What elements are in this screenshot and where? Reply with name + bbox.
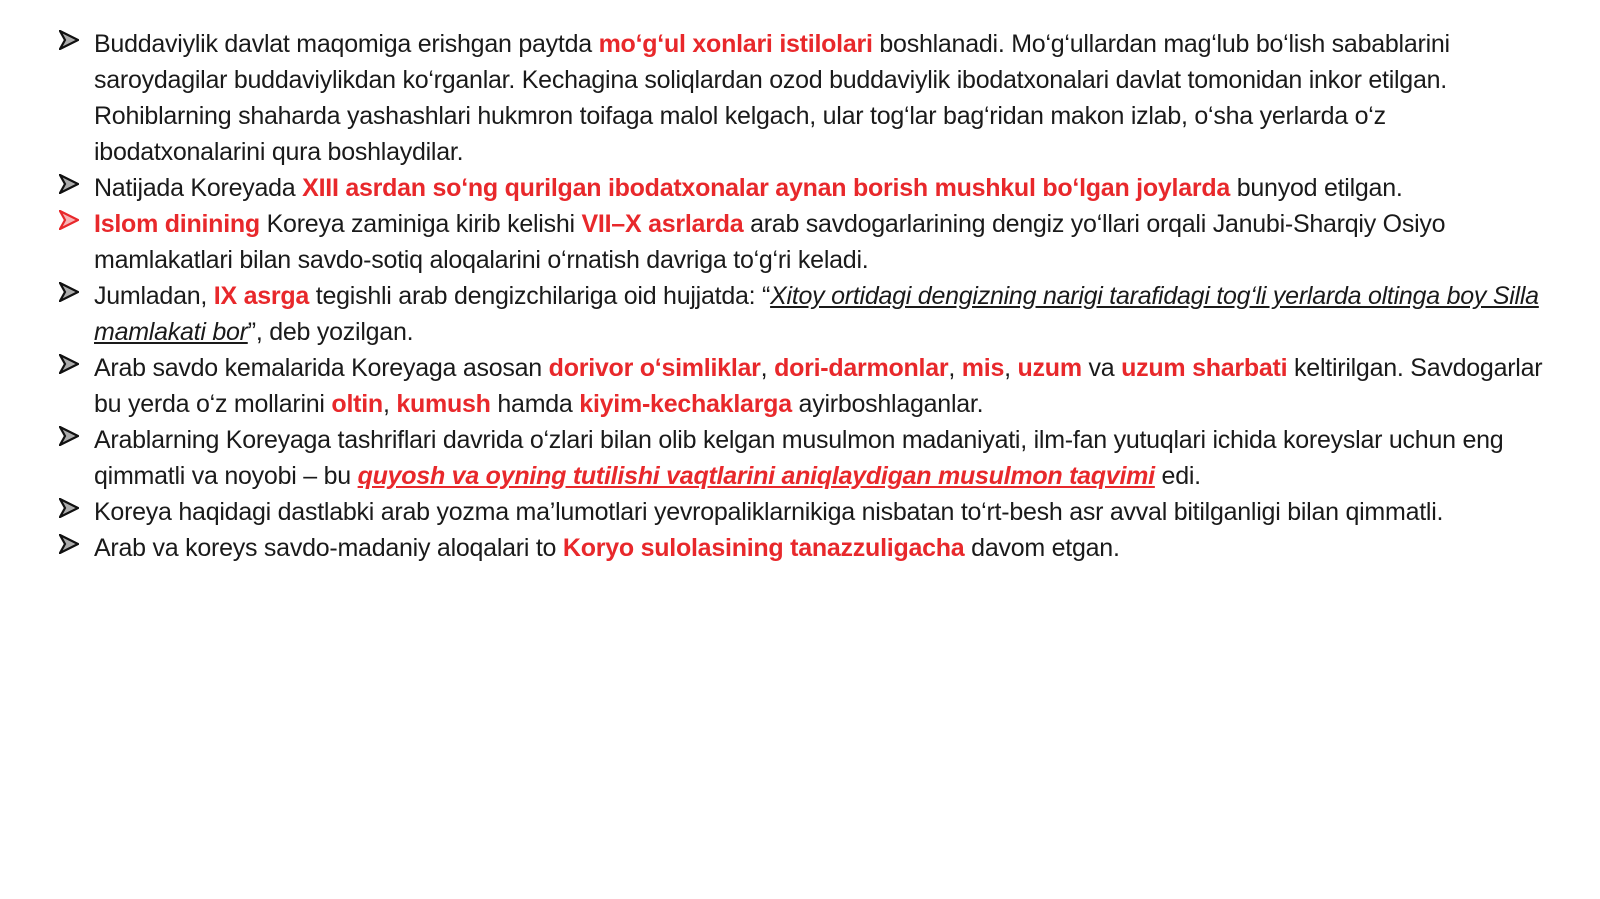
highlighted-quoted-text: quyosh va oyning tutilishi vaqtlarini aniqlaydigan musulmon taqvimi — [357, 462, 1155, 490]
bullet-text: hamda — [490, 390, 580, 418]
bullet-text: Arab savdo kemalarida Koreyaga asosan — [94, 354, 549, 382]
arrowhead-bullet-icon — [59, 354, 79, 374]
bullet-text: Jumladan, — [94, 282, 214, 310]
bullet-text: , — [760, 354, 775, 382]
highlighted-text: uzum sharbati — [1121, 354, 1288, 382]
arrowhead-bullet-icon — [59, 174, 79, 194]
bullet-text: , — [1004, 354, 1018, 382]
arrowhead-bullet-icon — [59, 534, 79, 554]
bullet-text: Arab va koreys savdo-madaniy aloqalari to — [94, 534, 563, 562]
highlighted-text: oltin — [331, 390, 383, 418]
bullet-item — [56, 278, 1556, 350]
bullet-text: ayirboshlaganlar. — [791, 390, 984, 418]
bullet-item — [56, 494, 1556, 530]
arrowhead-bullet-icon — [59, 498, 79, 518]
bullet-text: , — [382, 390, 397, 418]
highlighted-text: kumush — [396, 390, 491, 418]
bullet-item — [56, 350, 1556, 422]
highlighted-text: dori-darmonlar — [774, 354, 949, 382]
arrowhead-bullet-icon — [59, 426, 79, 446]
highlighted-text: mis — [961, 354, 1005, 382]
bullet-text: edi. — [1154, 462, 1201, 490]
bullet-text: bunyod etilgan. — [1230, 174, 1403, 202]
bullet-text: tegishli arab dengizchilariga oid hujjatda: “ — [309, 282, 771, 310]
highlighted-text: VII–X asrlarda — [581, 210, 744, 238]
highlighted-text: uzum — [1017, 354, 1082, 382]
highlighted-text: Koryo sulolasining tanazzuligacha — [562, 534, 965, 562]
bullet-text: va — [1081, 354, 1122, 382]
highlighted-text: IX asrga — [213, 282, 310, 310]
bullet-item — [56, 422, 1556, 494]
bullet-list — [56, 26, 1556, 566]
bullet-text: keltirilgan. Savdogarlar bu yerda o‘z mollarini — [94, 354, 1543, 418]
arrowhead-bullet-icon — [59, 30, 79, 50]
bullet-text: Koreya haqidagi dastlabki arab yozma ma’lumotlari yevropaliklarnikiga nisbatan to‘rt-besh asr avval bitilganligi bilan qimmatli. — [94, 498, 1444, 526]
bullet-item — [56, 26, 1556, 170]
bullet-text: Koreya zaminiga kirib kelishi — [259, 210, 582, 238]
highlighted-text: mo‘g‘ul xonlari istilolari — [598, 30, 873, 58]
bullet-item — [56, 170, 1556, 206]
slide-content — [56, 26, 1556, 566]
bullet-text: boshlanadi. Mo‘g‘ullardan mag‘lub bo‘lish sabablarini saroydagilar buddaviylikdan ko‘rganlar. Kechagina soliqlardan ozod buddaviylik ibodatxonalari davlat tomonidan inkor etilgan. Rohiblarning shaharda yashashlari hukmron toifaga malol kelgach, ular tog‘lar bag‘ridan makon izlab, o‘sha yerlarda o‘z ibodatxonalarini qura boshlaydilar. — [94, 30, 1450, 166]
bullet-text: davom etgan. — [964, 534, 1120, 562]
bullet-item — [56, 530, 1556, 566]
highlighted-text: dorivor o‘simliklar — [548, 354, 761, 382]
arrowhead-bullet-icon — [59, 210, 79, 230]
highlighted-text: kiyim-kechaklarga — [579, 390, 792, 418]
arrowhead-bullet-icon — [59, 282, 79, 302]
quoted-text: Xitoy ortidagi dengizning narigi tarafidagi tog‘li yerlarda oltinga boy Silla mamlakati bor — [94, 282, 1539, 346]
bullet-text: , — [948, 354, 962, 382]
bullet-text: arab savdogarlarining dengiz yo‘llari orqali Janubi-Sharqiy Osiyo mamlakatlari bilan savdo-sotiq aloqalarini o‘rnatish davriga to‘g‘ri keladi. — [94, 210, 1446, 274]
bullet-text: ”, deb yozilgan. — [247, 318, 414, 346]
bullet-text: Natijada Koreyada — [94, 174, 303, 202]
bullet-text: Arablarning Koreyaga tashriflari davrida o‘zlari bilan olib kelgan musulmon madaniyati, ilm-fan yutuqlari ichida koreyslar uchun eng qimmatli va noyobi – bu — [94, 426, 1504, 490]
highlighted-text: Islom dinining — [94, 210, 260, 238]
bullet-text: Buddaviylik davlat maqomiga erishgan paytda — [94, 30, 599, 58]
bullet-item — [56, 206, 1556, 278]
highlighted-text: XIII asrdan so‘ng qurilgan ibodatxonalar aynan borish mushkul bo‘lgan joylarda — [302, 174, 1231, 202]
